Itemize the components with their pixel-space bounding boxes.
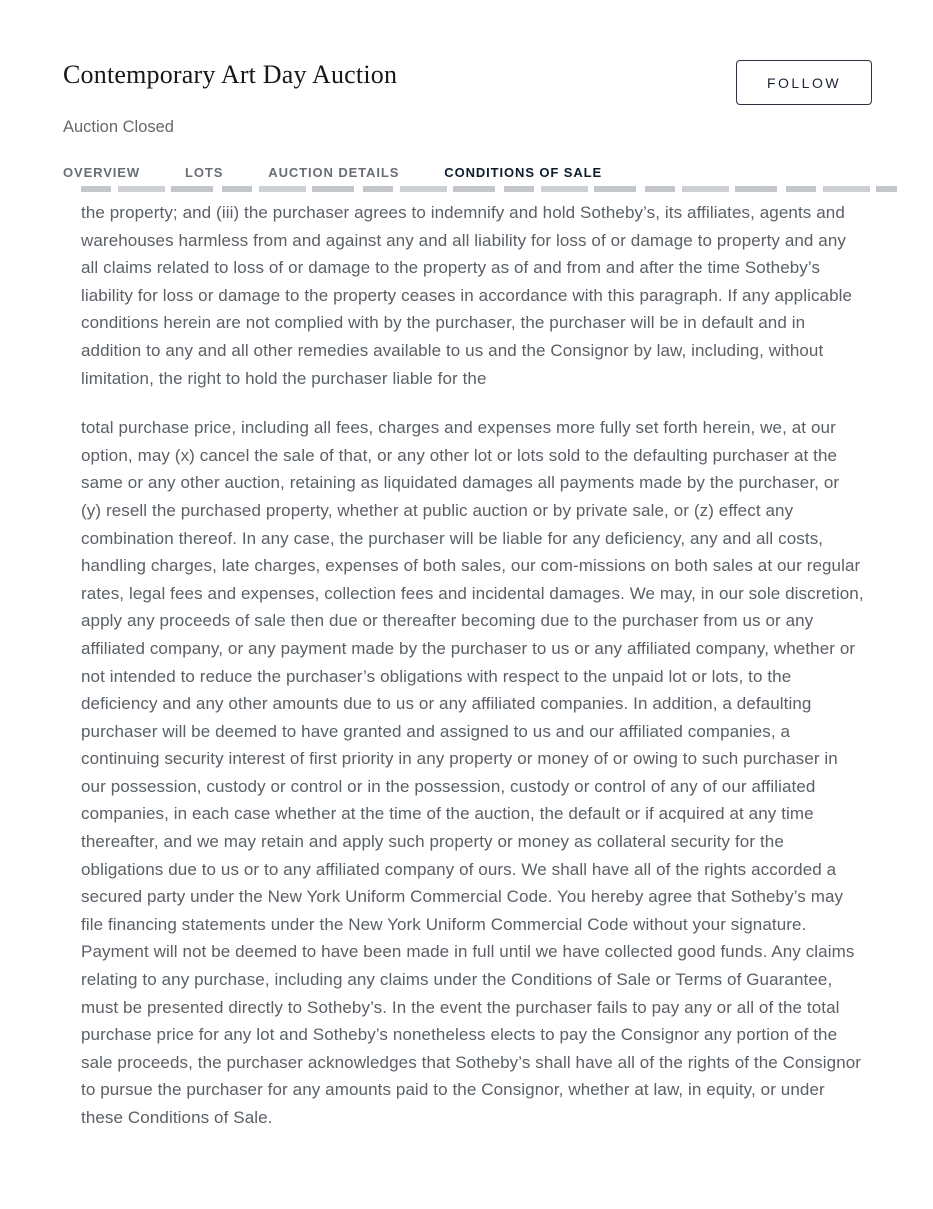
tab-conditions-of-sale[interactable]: CONDITIONS OF SALE xyxy=(444,165,603,180)
conditions-text xyxy=(81,199,897,1132)
conditions-of-sale-content xyxy=(0,186,933,1132)
conditions-paragraph: the property; and (iii) the purchaser agrees to indemnify and hold Sotheby’s, its affiliates, agents and warehouses harmless from and against any and all liability for loss of or damage to property and any all claims related to loss of or damage to the property as of and from and after the time Sotheby’s liability for loss or damage to the property ceases in accordance with this paragraph. If any applicable conditions herein are not complied with by the purchaser, the purchaser will be in default and in addition to any and all other remedies available to us and the Consignor by law, including, without limitation, the right to hold the purchaser liable for the xyxy=(81,203,853,388)
auction-status: Auction Closed xyxy=(63,118,174,136)
auction-header xyxy=(0,0,933,180)
conditions-paragraph: total purchase price, including all fees, charges and expenses more fully set forth herein, we, at our option, may (x) cancel the sale of that, or any other lot or lots sold to the defaulting purchaser at the same or any other auction, retaining as liquidated damages all payments made by the purchaser, or (y) resell the purchased property, whether at public auction or by private sale, or (z) effect any combination thereof. In any case, the purchaser will be liable for any deficiency, any and all costs, handling charges, late charges, expenses of both sales, our com-missions on both sales at our regular rates, legal fees and expenses, collection fees and incidental damages. We may, in our sole discretion, apply any proceeds of sale then due or thereafter becoming due to the purchaser from us or any affiliated company, or any payment made by the purchaser to us or any affiliated company, whether or not intended to reduce the purchaser’s obligations with respect to the unpaid lot or lots, to the deficiency and any other amounts due to us or any affiliated companies. In addition, a defaulting purchaser will be deemed to have granted and assigned to us and our affiliated companies, a continuing security interest of first priority in any property or money of or owing to such purchaser in our possession, custody or control or in the possession, custody or control of any of our affiliated companies, in each case whether at the time of the auction, the default or if acquired at any time thereafter, and we may retain and apply such property or money as collateral security for the obligations due to us or to any affiliated company of ours. We shall have all of the rights accorded a secured party under the New York Uniform Commercial Code. You hereby agree that Sotheby’s may file financing statements under the New York Uniform Commercial Code without your signature. Payment will not be deemed to have been made in full until we have collected good funds. Any claims relating to any purchase, including any claims under the Conditions of Sale or Terms of Guarantee, must be presented directly to Sotheby’s. In the event the purchaser fails to pay any or all of the total purchase price for any lot and Sotheby’s nonetheless elects to pay the Consignor any portion of the sale proceeds, the purchaser acknowledges that Sotheby’s shall have all of the rights of the Consignor to pursue the purchaser for any amounts paid to the Consignor, whether at law, in equity, or under these Conditions of Sale. xyxy=(81,418,864,1127)
page-title: Contemporary Art Day Auction xyxy=(63,60,398,89)
follow-button[interactable]: FOLLOW xyxy=(736,60,872,105)
tab-lots[interactable]: LOTS xyxy=(185,165,224,180)
tab-overview[interactable]: OVERVIEW xyxy=(63,165,141,180)
tab-bar xyxy=(63,165,872,180)
title-row xyxy=(63,60,872,105)
tab-auction-details[interactable]: AUCTION DETAILS xyxy=(268,165,400,180)
clipped-text-sliver xyxy=(81,186,897,192)
